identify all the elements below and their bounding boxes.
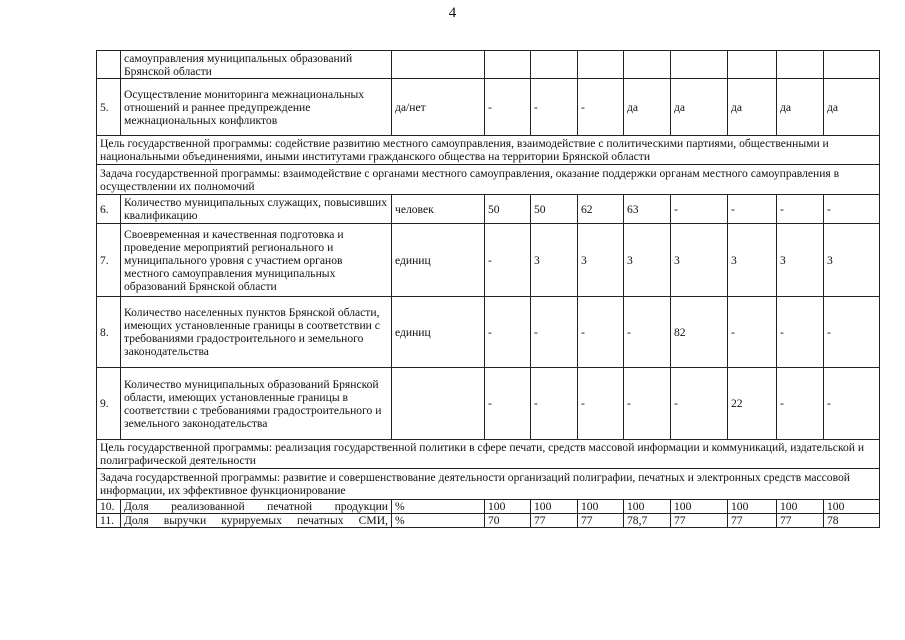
row-number: 7.	[97, 224, 121, 297]
value-cell: 100	[624, 500, 671, 514]
indicator-name: Доля реализованной печатной продукции	[121, 500, 392, 514]
value-cell: -	[777, 297, 824, 368]
task-text: Задача государственной программы: взаимодействие с органами местного самоуправления, оказание поддержки органам местного самоуправления в осуществлении их полномочий	[97, 165, 880, 195]
value-cell: -	[531, 368, 578, 440]
value-cell: 82	[671, 297, 728, 368]
value-cell: 100	[728, 500, 777, 514]
value-cell	[824, 51, 880, 79]
value-cell: -	[531, 79, 578, 136]
row-number: 6.	[97, 195, 121, 224]
table-row-8	[97, 297, 880, 368]
goal-text: Цель государственной программы: реализация государственной политики в сфере печати, средств массовой информации и коммуникаций, издательской и полиграфической деятельности	[97, 440, 880, 469]
value-cell: 3	[824, 224, 880, 297]
value-cell: 63	[624, 195, 671, 224]
table-row-11	[97, 514, 880, 528]
value-cell: 100	[578, 500, 624, 514]
value-cell: -	[485, 297, 531, 368]
value-cell: 3	[671, 224, 728, 297]
indicator-name: Количество населенных пунктов Брянской области, имеющих установленные границы в соответствии с требованиями градостроительного и земельного законодательства	[121, 297, 392, 368]
indicator-name: самоуправления муниципальных образований Брянской области	[121, 51, 392, 79]
value-cell: 100	[485, 500, 531, 514]
value-cell: да	[728, 79, 777, 136]
row-number	[97, 51, 121, 79]
unit-cell	[392, 51, 485, 79]
value-cell: -	[624, 368, 671, 440]
value-cell: 50	[485, 195, 531, 224]
value-cell: -	[824, 195, 880, 224]
indicator-name: Доля выручки курируемых печатных СМИ,	[121, 514, 392, 528]
value-cell: 78	[824, 514, 880, 528]
row-number: 9.	[97, 368, 121, 440]
value-cell: -	[671, 368, 728, 440]
row-number: 8.	[97, 297, 121, 368]
value-cell: -	[578, 368, 624, 440]
unit-cell: да/нет	[392, 79, 485, 136]
value-cell: -	[824, 297, 880, 368]
value-cell	[624, 51, 671, 79]
value-cell: 3	[624, 224, 671, 297]
value-cell: 70	[485, 514, 531, 528]
goal-row	[97, 136, 880, 165]
value-cell: 100	[824, 500, 880, 514]
value-cell	[485, 51, 531, 79]
indicator-name: Количество муниципальных образований Брянской области, имеющих установленные границы в соответствии с требованиями градостроительного и земельного законодательства	[121, 368, 392, 440]
task-row	[97, 469, 880, 500]
table-row-5	[97, 79, 880, 136]
value-cell: 22	[728, 368, 777, 440]
value-cell: 3	[578, 224, 624, 297]
page-number: 4	[448, 5, 457, 21]
value-cell	[777, 51, 824, 79]
value-cell: да	[824, 79, 880, 136]
value-cell: -	[531, 297, 578, 368]
table-row-6	[97, 195, 880, 224]
value-cell	[531, 51, 578, 79]
value-cell: 77	[578, 514, 624, 528]
value-cell: да	[624, 79, 671, 136]
value-cell: 77	[531, 514, 578, 528]
value-cell: -	[624, 297, 671, 368]
value-cell: -	[485, 368, 531, 440]
row-number: 10.	[97, 500, 121, 514]
value-cell: 100	[671, 500, 728, 514]
table-row-9	[97, 368, 880, 440]
unit-cell: %	[392, 514, 485, 528]
value-cell: -	[824, 368, 880, 440]
value-cell: 3	[531, 224, 578, 297]
unit-cell	[392, 368, 485, 440]
value-cell: -	[671, 195, 728, 224]
task-row	[97, 165, 880, 195]
value-cell: 77	[777, 514, 824, 528]
indicator-name: Осуществление мониторинга межнациональных отношений и раннее предупреждение межнациональных конфликтов	[121, 79, 392, 136]
unit-cell: единиц	[392, 224, 485, 297]
value-cell: -	[485, 224, 531, 297]
task-text: Задача государственной программы: развитие и совершенствование деятельности организаций полиграфии, печатных и электронных средств массовой информации, их эффективное функционирование	[97, 469, 880, 500]
table-row-continuation	[97, 51, 880, 79]
indicator-name: Количество муниципальных служащих, повысивших квалификацию	[121, 195, 392, 224]
unit-cell: %	[392, 500, 485, 514]
goal-row	[97, 440, 880, 469]
value-cell: -	[578, 297, 624, 368]
value-cell: -	[578, 79, 624, 136]
value-cell: 100	[531, 500, 578, 514]
table-row-10	[97, 500, 880, 514]
unit-cell: единиц	[392, 297, 485, 368]
value-cell: 3	[777, 224, 824, 297]
value-cell: 62	[578, 195, 624, 224]
value-cell: 77	[728, 514, 777, 528]
value-cell: -	[777, 368, 824, 440]
row-number: 11.	[97, 514, 121, 528]
value-cell: 3	[728, 224, 777, 297]
value-cell: 50	[531, 195, 578, 224]
value-cell	[671, 51, 728, 79]
value-cell: да	[777, 79, 824, 136]
value-cell: 77	[671, 514, 728, 528]
row-number: 5.	[97, 79, 121, 136]
value-cell: да	[671, 79, 728, 136]
value-cell: -	[728, 195, 777, 224]
indicator-name: Своевременная и качественная подготовка и проведение мероприятий регионального и муниципального уровня с участием органов местного самоуправления муниципальных образований Брянской области	[121, 224, 392, 297]
value-cell	[578, 51, 624, 79]
indicators-table	[96, 50, 880, 528]
value-cell	[728, 51, 777, 79]
value-cell: 78,7	[624, 514, 671, 528]
value-cell: -	[777, 195, 824, 224]
value-cell: -	[728, 297, 777, 368]
table-row-7	[97, 224, 880, 297]
goal-text: Цель государственной программы: содействие развитию местного самоуправления, взаимодействие с политическими партиями, общественными и национальными объединениями, иными институтами гражданского общества на территории Брянской области	[97, 136, 880, 165]
unit-cell: человек	[392, 195, 485, 224]
value-cell: -	[485, 79, 531, 136]
value-cell: 100	[777, 500, 824, 514]
